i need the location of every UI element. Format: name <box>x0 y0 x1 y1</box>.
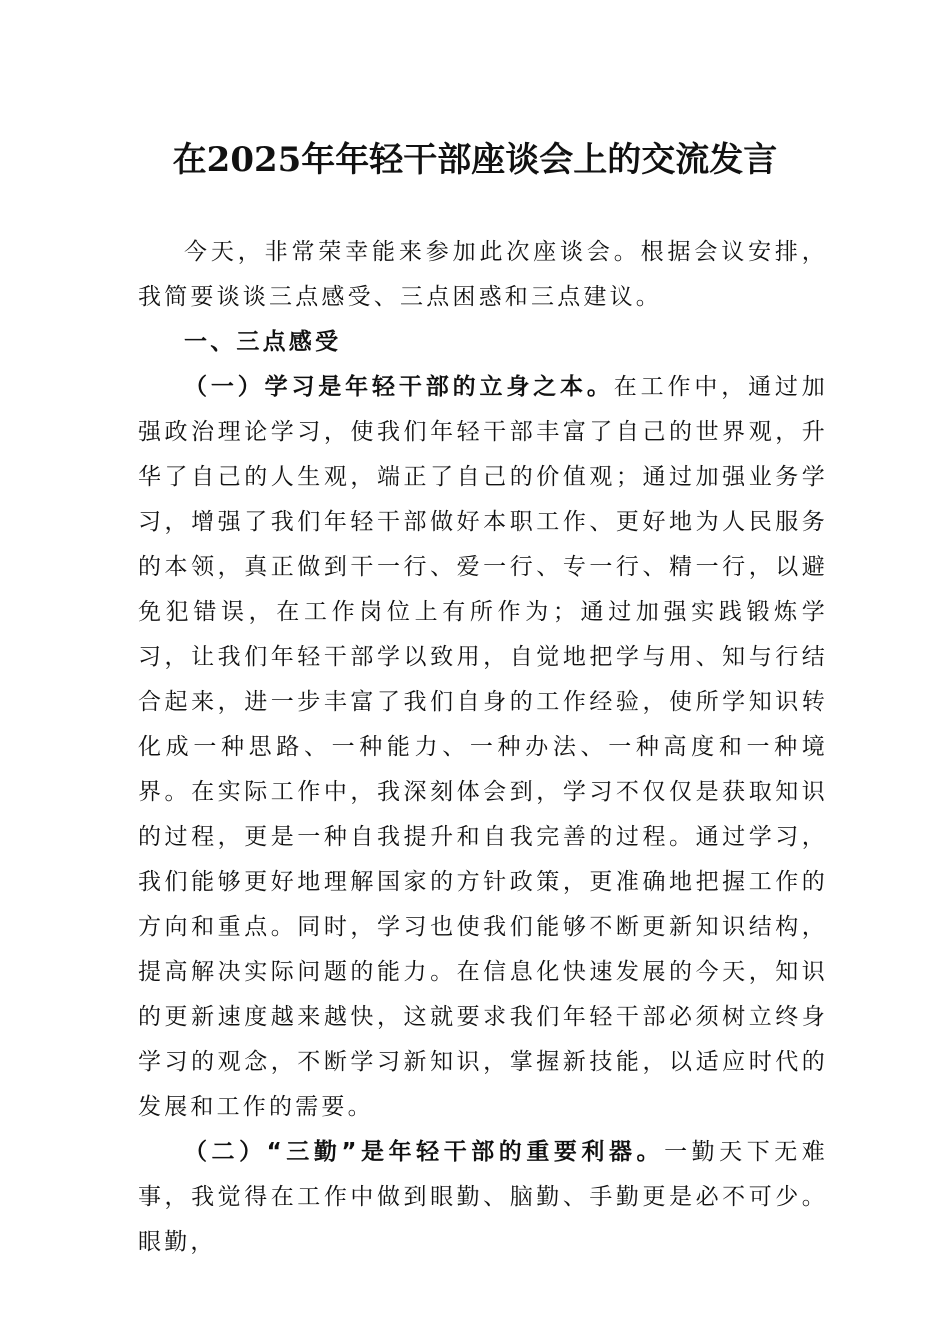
document-body <box>138 230 828 1265</box>
paragraph-2-body: 一勤天下无难事，我觉得在工作中做到眼勤、脑勤、手勤更是必不可少。眼勤， <box>138 1139 828 1255</box>
paragraph-1-body: 在工作中，通过加强政治理论学习，使我们年轻干部丰富了自己的世界观，升华了自己的人生观，端正了自己的价值观；通过加强业务学习，增强了我们年轻干部做好本职工作、更好地为人民服务的本领，真正做到干一行、爱一行、专一行、精一行，以避免犯错误，在工作岗位上有所作为；通过加强实践锻炼学习，让我们年轻干部学以致用，自觉地把学与用、知与行结合起来，进一步丰富了我们自身的工作经验，使所学知识转化成一种思路、一种能力、一种办法、一种高度和一种境界。在实际工作中，我深刻体会到，学习不仅仅是获取知识的过程，更是一种自我提升和自我完善的过程。通过学习，我们能够更好地理解国家的方针政策，更准确地把握工作的方向和重点。同时，学习也使我们能够不断更新知识结构，提高解决实际问题的能力。在信息化快速发展的今天，知识的更新速度越来越快，这就要求我们年轻干部必须树立终身学习的观念，不断学习新知识，掌握新技能，以适应时代的发展和工作的需要。 <box>138 374 828 1120</box>
intro-paragraph: 今天，非常荣幸能来参加此次座谈会。根据会议安排，我简要谈谈三点感受、三点困惑和三点建议。 <box>138 239 828 310</box>
paragraph-2 <box>138 1130 828 1265</box>
paragraph-2-heading: （二）“三勤”是年轻干部的重要利器。 <box>184 1139 665 1165</box>
paragraph-1 <box>138 365 828 1130</box>
section-heading: 一、三点感受 <box>184 329 342 355</box>
document-title: 在2025年年轻干部座谈会上的交流发言 <box>172 140 778 180</box>
paragraph-1-heading: （一）学习是年轻干部的立身之本。 <box>184 374 614 400</box>
